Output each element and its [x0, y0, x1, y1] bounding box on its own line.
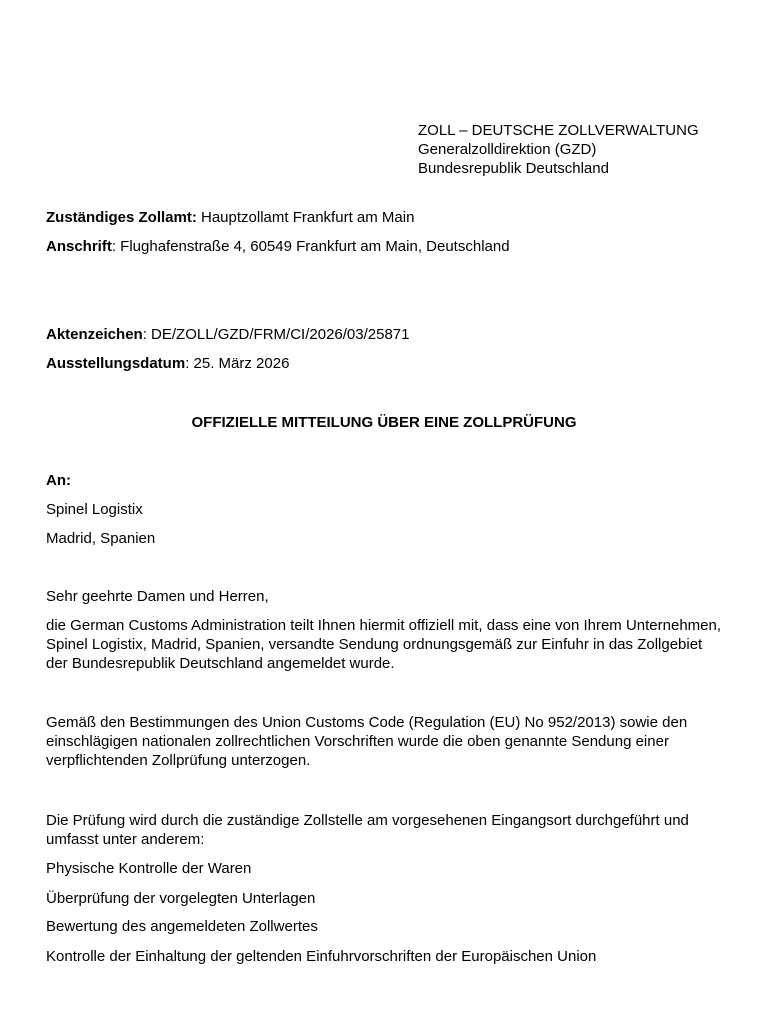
address-value: : Flughafenstraße 4, 60549 Frankfurt am Main, Deutschland — [111, 238, 510, 255]
issue-date-label: Ausstellungsdatum — [46, 355, 186, 372]
address-line — [46, 237, 726, 256]
authority-line-1: ZOLL – DEUTSCHE ZOLLVERWALTUNG — [418, 122, 699, 139]
reference-line — [46, 325, 726, 344]
reference-label: Aktenzeichen — [46, 326, 143, 343]
list-item: Überprüfung der vorgelegten Unterlagen — [46, 890, 316, 907]
list-item: Kontrolle der Einhaltung der geltenden Einfuhrvorschriften der Europäischen Union — [46, 948, 597, 965]
paragraph-inspection-scope: Die Prüfung wird durch die zuständige Zollstelle am vorgesehenen Eingangsort durchgeführt und umfasst unter anderem: — [46, 812, 689, 848]
document-title: OFFIZIELLE MITTEILUNG ÜBER EINE ZOLLPRÜFUNG — [191, 414, 577, 431]
salutation: Sehr geehrte Damen und Herren, — [46, 588, 269, 605]
office-line — [46, 208, 726, 227]
authority-line-2: Generalzolldirektion (GZD) — [418, 141, 597, 158]
address-label: Anschrift — [46, 238, 112, 255]
office-value: Hauptzollamt Frankfurt am Main — [196, 209, 415, 226]
list-item: Bewertung des angemeldeten Zollwertes — [46, 918, 318, 935]
reference-value: : DE/ZOLL/GZD/FRM/CI/2026/03/25871 — [142, 326, 410, 343]
recipient-name: Spinel Logistix — [46, 501, 143, 518]
recipient-city: Madrid, Spanien — [46, 530, 156, 547]
authority-line-3: Bundesrepublik Deutschland — [418, 160, 609, 177]
office-label: Zuständiges Zollamt: — [46, 209, 197, 226]
paragraph-notification: die German Customs Administration teilt Ihnen hiermit offiziell mit, dass eine von Ihrem Unternehmen, Spinel Logistix, Madrid, Spanien, versandte Sendung ordnungsgemäß zur Einfuhr in das Zollgebiet der Bundesrepublik Deutschland angemeldet wurde. — [46, 617, 722, 672]
issue-date-line — [46, 354, 726, 373]
issue-date-value: : 25. März 2026 — [185, 355, 290, 372]
recipient-label: An: — [46, 472, 71, 489]
paragraph-legal-basis: Gemäß den Bestimmungen des Union Customs Code (Regulation (EU) No 952/2013) sowie den einschlägigen nationalen zollrechtlichen Vorschriften wurde die oben genannte Sendung einer verpflichtenden Zollprüfung unterzogen. — [46, 714, 688, 769]
list-item: Physische Kontrolle der Waren — [46, 860, 252, 877]
